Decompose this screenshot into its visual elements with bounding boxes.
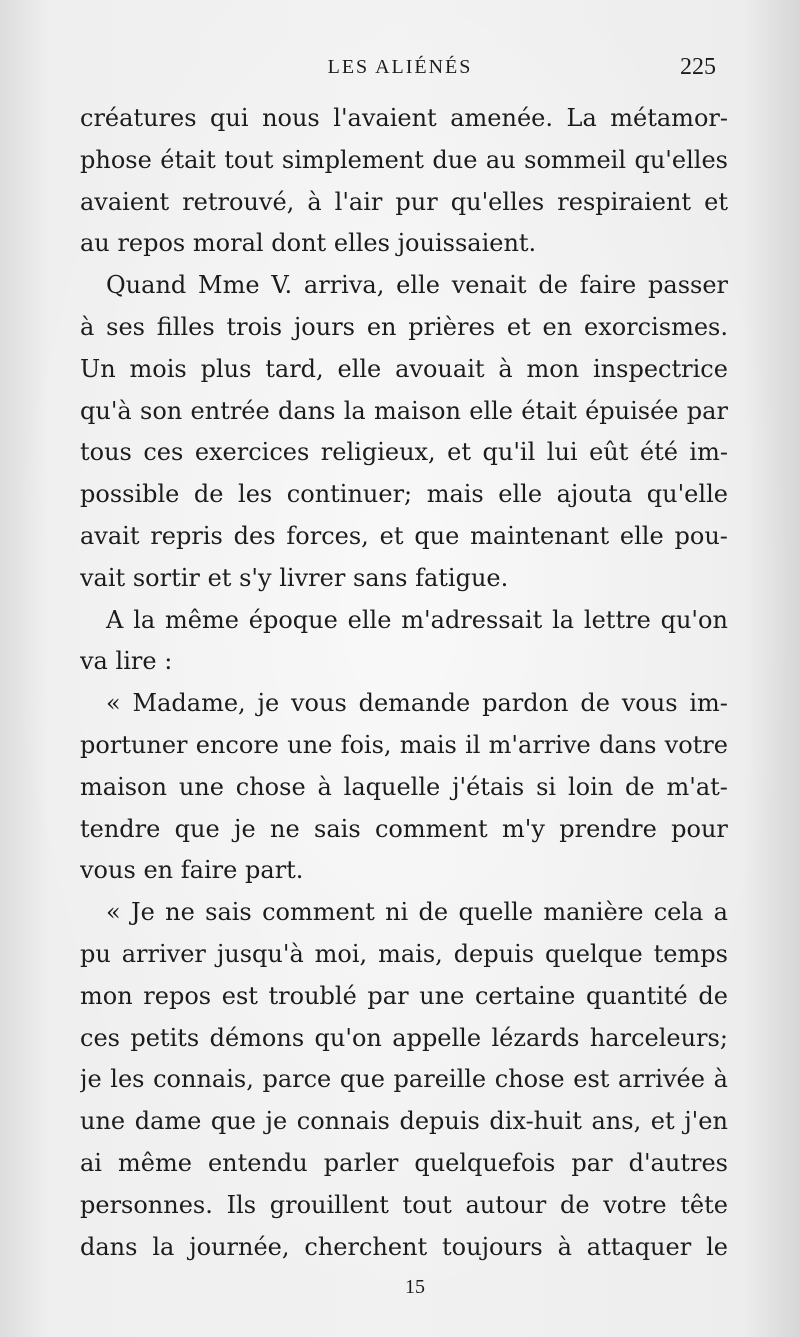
word: livrer xyxy=(279,563,346,592)
word: exercices xyxy=(194,438,310,467)
word: lettre xyxy=(583,605,651,634)
word: depuis xyxy=(399,1107,480,1136)
word: qu'elles xyxy=(450,187,545,216)
word: comment xyxy=(262,898,375,927)
word: ans, xyxy=(591,1107,642,1136)
word: certaine xyxy=(474,981,576,1010)
word: une xyxy=(287,730,333,759)
word: vous xyxy=(290,689,347,718)
word: a xyxy=(713,898,728,927)
word: elle xyxy=(469,396,514,425)
word: par xyxy=(686,396,728,425)
word: part. xyxy=(245,856,304,885)
text-line xyxy=(80,1101,728,1143)
word: maison xyxy=(80,772,167,801)
word: elle xyxy=(347,605,392,634)
text-line xyxy=(80,516,728,558)
text-line xyxy=(80,850,728,892)
word: vous xyxy=(621,689,678,718)
word: tout xyxy=(402,1190,452,1219)
word: inspectrice xyxy=(593,354,728,383)
word: amenée. xyxy=(450,104,553,132)
word: épuisée xyxy=(585,396,679,425)
word: et xyxy=(650,1107,675,1136)
word: votre xyxy=(664,730,728,759)
word: arrivée xyxy=(618,1065,705,1094)
word: petits xyxy=(130,1023,200,1052)
word: m'y xyxy=(502,814,545,843)
text-line xyxy=(80,767,728,809)
word: fois, xyxy=(340,730,392,759)
word: m'arrive xyxy=(488,730,591,759)
signature-mark: 15 xyxy=(405,1276,425,1298)
text-line xyxy=(80,98,728,140)
word: les xyxy=(238,480,273,509)
word: de xyxy=(418,898,449,927)
word: mon xyxy=(526,354,580,383)
word: elle xyxy=(619,521,664,550)
word: elle xyxy=(337,354,382,383)
text-line xyxy=(80,725,728,767)
word: quantité xyxy=(585,981,688,1010)
text-line xyxy=(80,641,728,683)
word: de xyxy=(538,271,568,300)
text-line xyxy=(80,474,728,516)
word: qu'elle xyxy=(646,480,728,509)
word: et xyxy=(447,438,472,467)
word: la xyxy=(552,605,575,634)
word: m'adressait xyxy=(401,605,543,634)
word: pu xyxy=(80,939,111,968)
word: j'étais xyxy=(452,772,525,801)
word: loin xyxy=(567,772,614,801)
word: respiraient xyxy=(557,187,692,216)
word: qui xyxy=(210,104,249,132)
word: que xyxy=(414,521,460,550)
word: à xyxy=(307,187,322,216)
word: j'en xyxy=(684,1107,728,1136)
word: cherchent xyxy=(304,1232,428,1261)
word: à xyxy=(317,772,332,801)
word: que xyxy=(339,1065,385,1094)
word: le xyxy=(706,1232,728,1261)
word: quelle xyxy=(458,898,534,927)
text-line xyxy=(80,140,728,182)
text-line xyxy=(80,432,728,474)
word: filles xyxy=(156,312,215,341)
word: venait xyxy=(451,271,527,300)
word: moral xyxy=(192,229,264,258)
word: mais xyxy=(399,730,457,759)
page-header xyxy=(80,52,720,92)
word: phose xyxy=(80,145,152,174)
word: chose xyxy=(235,772,306,801)
word: harceleurs; xyxy=(589,1023,728,1052)
word: plus xyxy=(200,354,252,383)
word: dame xyxy=(134,1107,202,1136)
word: que xyxy=(174,814,220,843)
word: repos xyxy=(143,981,212,1010)
word: des xyxy=(233,521,276,550)
word: l'air xyxy=(334,187,383,216)
word: continuer; xyxy=(286,480,413,509)
word: avouait xyxy=(395,354,485,383)
word: de xyxy=(580,689,610,718)
word: ces xyxy=(80,1023,120,1052)
text-line xyxy=(80,934,728,976)
word: je xyxy=(80,1065,102,1094)
text-line xyxy=(80,391,728,433)
word: manière xyxy=(543,898,644,927)
word: ces xyxy=(143,438,184,467)
word: va xyxy=(80,647,108,676)
text-line xyxy=(80,182,728,224)
word: « xyxy=(106,898,121,927)
word: pur xyxy=(395,187,438,216)
word: pour xyxy=(671,814,728,843)
word: temps xyxy=(653,939,728,968)
word: jouissaient. xyxy=(397,229,537,258)
word: entendu xyxy=(207,1148,308,1177)
word: au xyxy=(80,229,110,258)
word: à xyxy=(498,354,513,383)
word: quelque xyxy=(544,939,643,968)
word: pou- xyxy=(674,521,728,550)
word: même xyxy=(165,605,239,634)
word: prières xyxy=(408,312,496,341)
word: passer xyxy=(648,271,728,300)
word: forces, xyxy=(286,521,369,550)
word: dans xyxy=(598,730,657,759)
word: connais xyxy=(296,1107,390,1136)
text-line xyxy=(80,1227,728,1269)
word: im- xyxy=(689,689,728,718)
word: une xyxy=(419,981,465,1010)
word: demande xyxy=(358,689,471,718)
word: connais, xyxy=(153,1065,254,1094)
word: lézards xyxy=(491,1023,580,1052)
word: par xyxy=(571,1148,613,1177)
text-line xyxy=(80,349,728,391)
word: cela xyxy=(653,898,704,927)
word: ne xyxy=(165,898,195,927)
word: toujours xyxy=(442,1232,543,1261)
word: mois xyxy=(129,354,187,383)
word: tard, xyxy=(265,354,324,383)
word: ai xyxy=(80,1148,102,1177)
word: était xyxy=(521,396,577,425)
word: tête xyxy=(680,1190,728,1219)
word: portuner xyxy=(80,730,188,759)
word: l'avaient xyxy=(333,104,437,132)
word: prendre xyxy=(559,814,657,843)
word: chose xyxy=(494,1065,565,1094)
text-line xyxy=(80,1185,728,1227)
word: s'y xyxy=(239,563,272,592)
word: les xyxy=(110,1065,145,1094)
word: de xyxy=(559,1190,590,1219)
word: V. xyxy=(271,271,293,300)
word: était xyxy=(160,145,216,174)
word: sais xyxy=(205,898,252,927)
text-line xyxy=(80,223,728,265)
word: et xyxy=(506,312,531,341)
word: encore xyxy=(195,730,279,759)
word: créatures xyxy=(80,104,197,132)
word: la xyxy=(133,605,156,634)
text-line xyxy=(80,600,728,642)
word: sais xyxy=(314,814,361,843)
word: été xyxy=(639,438,678,467)
word: lui xyxy=(546,438,578,467)
word: arriver xyxy=(121,939,206,968)
page-number: 225 xyxy=(680,54,716,80)
running-title: LES ALIÉNÉS xyxy=(327,56,473,78)
word: simplement xyxy=(281,145,424,174)
word: de xyxy=(193,480,224,509)
word: votre xyxy=(603,1190,667,1219)
word: qu'elles xyxy=(634,145,728,174)
word: troublé xyxy=(268,981,357,1010)
word: « xyxy=(106,689,121,718)
word: parler xyxy=(323,1148,399,1177)
word: grouillent xyxy=(269,1190,389,1219)
word: jours xyxy=(293,312,355,341)
word: si xyxy=(536,772,557,801)
word: quelquefois xyxy=(414,1148,556,1177)
word: de xyxy=(625,772,655,801)
word: elles xyxy=(333,229,390,258)
word: personnes. xyxy=(80,1190,213,1219)
word: faire xyxy=(180,856,238,885)
word: tendre xyxy=(80,814,161,843)
word: La xyxy=(566,104,597,132)
word: tout xyxy=(224,145,274,174)
text-line xyxy=(80,307,728,349)
word: due xyxy=(432,145,478,174)
word: autour xyxy=(465,1190,547,1219)
word: je xyxy=(257,689,280,718)
word: Quand xyxy=(106,271,187,300)
word: repris xyxy=(150,521,223,550)
word: qu'on xyxy=(660,605,728,634)
word: mon xyxy=(80,981,133,1010)
word: qu'il xyxy=(482,438,536,467)
word: sommeil xyxy=(524,145,626,174)
word: im- xyxy=(689,438,728,467)
word: appelle xyxy=(392,1023,482,1052)
word: à xyxy=(713,1065,728,1094)
word: mais xyxy=(426,480,484,509)
word: trois xyxy=(226,312,283,341)
word: Mme xyxy=(198,271,260,300)
word: m'at- xyxy=(666,772,728,801)
word: à xyxy=(557,1232,572,1261)
word: démons xyxy=(209,1023,305,1052)
word: époque xyxy=(248,605,338,634)
word: de xyxy=(698,981,728,1010)
word: A xyxy=(106,605,124,634)
word: arriva, xyxy=(303,271,385,300)
word: je xyxy=(234,814,256,843)
word: et xyxy=(207,563,232,592)
word: métamor- xyxy=(610,104,728,132)
word: possible xyxy=(80,480,180,509)
word: pardon xyxy=(482,689,569,718)
word: une xyxy=(178,772,224,801)
text-line xyxy=(80,1059,728,1101)
word: même xyxy=(118,1148,192,1177)
word: depuis xyxy=(453,939,535,968)
word: dix-huit xyxy=(489,1107,582,1136)
word: la xyxy=(152,1232,175,1261)
word: sans xyxy=(352,563,408,592)
word: laquelle xyxy=(343,772,441,801)
word: je xyxy=(265,1107,288,1136)
word: jusqu'à xyxy=(216,939,304,968)
word: il xyxy=(465,730,481,759)
word: une xyxy=(80,1107,126,1136)
word: vait xyxy=(80,563,126,592)
word: ni xyxy=(385,898,409,927)
word: journée, xyxy=(189,1232,290,1261)
word: retrouvé, xyxy=(182,187,295,216)
word: en xyxy=(366,312,397,341)
text-line xyxy=(80,683,728,725)
word: mais, xyxy=(378,939,443,968)
word: la xyxy=(343,396,366,425)
word: qu'à xyxy=(80,396,132,425)
word: par xyxy=(367,981,409,1010)
word: son xyxy=(140,396,183,425)
word: vous xyxy=(80,856,136,885)
word: et xyxy=(704,187,728,216)
word: faire xyxy=(579,271,637,300)
word: fatigue. xyxy=(415,563,509,592)
word: est xyxy=(573,1065,610,1094)
word: entrée xyxy=(190,396,270,425)
word: en xyxy=(542,312,573,341)
word: eût xyxy=(589,438,629,467)
word: religieux, xyxy=(320,438,436,467)
word: avaient xyxy=(80,187,170,216)
word: dans xyxy=(80,1232,138,1261)
body-text xyxy=(80,98,728,1268)
word: au xyxy=(485,145,516,174)
word: moi, xyxy=(314,939,368,968)
word: qu'on xyxy=(314,1023,382,1052)
word: Je xyxy=(131,898,155,927)
word: ses xyxy=(106,312,145,341)
word: Madame, xyxy=(132,689,246,718)
word: Ils xyxy=(226,1190,257,1219)
word: ajouta xyxy=(556,480,633,509)
word: d'autres xyxy=(628,1148,728,1177)
word: à xyxy=(80,312,95,341)
text-line xyxy=(80,1143,728,1185)
word: repos xyxy=(117,229,186,258)
word: dans xyxy=(278,396,336,425)
word: lire xyxy=(115,647,157,676)
word: elle xyxy=(498,480,543,509)
word: elle xyxy=(396,271,440,300)
word: avait xyxy=(80,521,140,550)
word: et xyxy=(379,521,404,550)
text-line xyxy=(80,558,728,600)
word: est xyxy=(221,981,258,1010)
word: Un xyxy=(80,354,116,383)
word: en xyxy=(143,856,174,885)
word: parce xyxy=(262,1065,332,1094)
word: que xyxy=(210,1107,256,1136)
text-line xyxy=(80,265,728,307)
word: ne xyxy=(270,814,300,843)
text-line xyxy=(80,1018,728,1060)
word: nous xyxy=(262,104,320,132)
word: comment xyxy=(374,814,488,843)
word: dont xyxy=(271,229,327,258)
text-line xyxy=(80,892,728,934)
word: tous xyxy=(80,438,132,467)
word: attaquer xyxy=(586,1232,692,1261)
text-line xyxy=(80,976,728,1018)
word: exorcismes. xyxy=(583,312,728,341)
word: sortir xyxy=(132,563,200,592)
word: pareille xyxy=(393,1065,487,1094)
word: maison xyxy=(374,396,461,425)
text-line xyxy=(80,809,728,851)
word: : xyxy=(164,647,173,676)
word: maintenant xyxy=(470,521,610,550)
